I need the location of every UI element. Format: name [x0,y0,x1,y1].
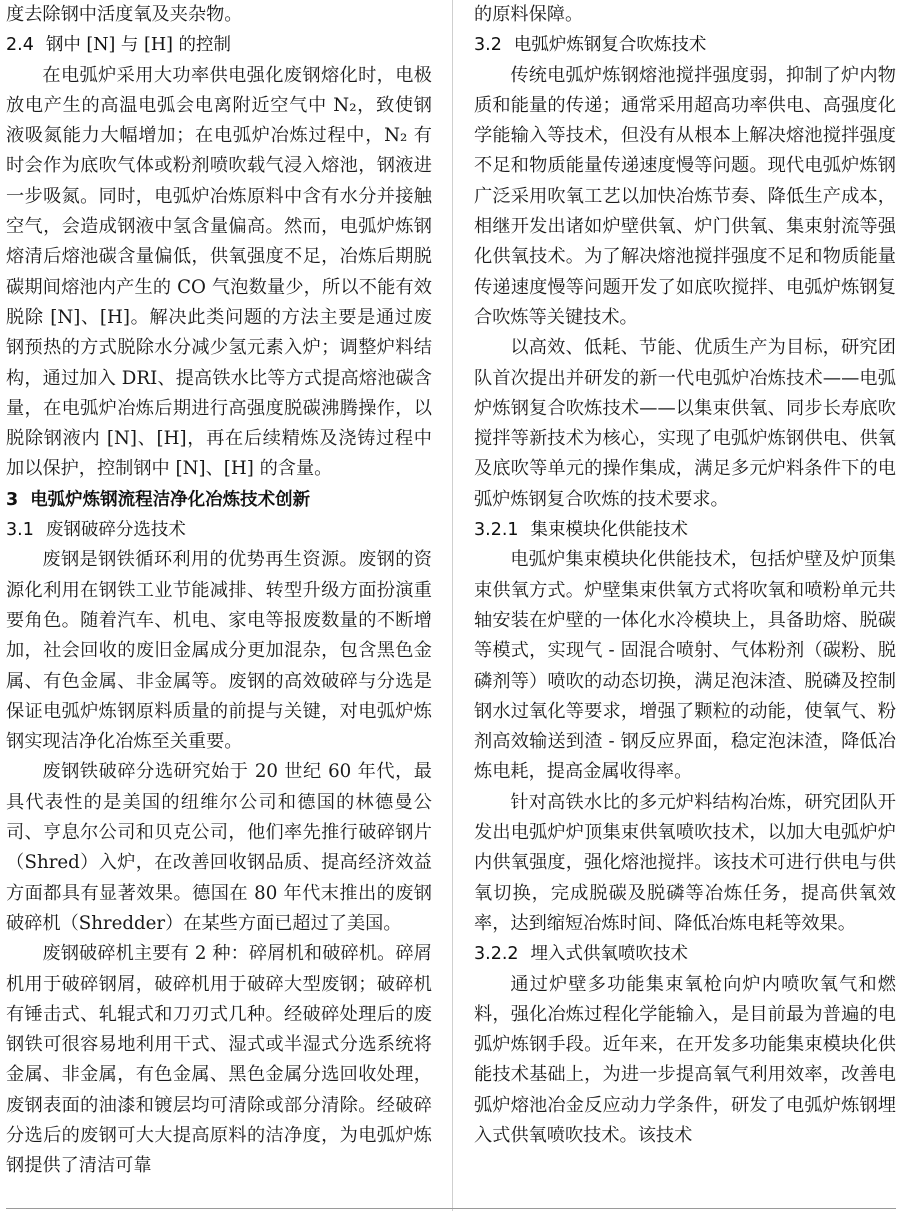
heading-number: 3.2 [474,35,502,56]
heading-number: 2.4 [6,35,34,56]
heading-number: 3.2.1 [474,520,519,541]
paragraph: 度去除钢中活度氧及夹杂物。 [6,4,243,25]
section-heading [6,485,432,515]
subsection-heading [6,30,432,60]
paragraph: 废钢铁破碎分选研究始于 20 世纪 60 年代，最具代表性的是美国的纽维尔公司和德国的林德曼公司、亨息尔公司和贝克公司，他们率先推行破碎钢片（Shred）入炉，在改善回收钢品质、提高经济效益方面都具有显著效果。德国在 80 年代末推出的废钢破碎机（Shredder）在某些方面已超过了美国。 [6,761,432,934]
left-column [6,0,432,1182]
subsection-heading [474,515,896,545]
paragraph: 针对高铁水比的多元炉料结构冶炼，研究团队开发出电弧炉炉顶集束供氧喷吹技术，以加大电弧炉炉内供氧强度，强化熔池搅拌。该技术可进行供电与供氧切换，完成脱碳及脱磷等冶炼任务，提高供氧效率，达到缩短冶炼时间、降低冶炼电耗等效果。 [474,791,896,934]
subsection-heading [474,30,896,60]
heading-number: 3.1 [6,520,34,541]
heading-title: 埋入式供氧喷吹技术 [530,944,689,965]
right-column [474,0,896,1151]
paragraph: 传统电弧炉炼钢熔池搅拌强度弱，抑制了炉内物质和能量的传递；通常采用超高功率供电、高强度化学能输入等技术，但没有从根本上解决熔池搅拌强度不足和物质能量传递速度慢等问题。现代电弧炉炼钢广泛采用吹氧工艺以加快冶炼节奏、降低生产成本，相继开发出诸如炉壁供氧、炉门供氧、集束射流等强化供氧技术。为了解决熔池搅拌强度不足和物质能量传递速度慢等问题开发了如底吹搅拌、电弧炉炼钢复合吹炼等关键技术。 [474,64,896,328]
subsection-heading [6,515,432,545]
column-gutter [452,0,453,1211]
paragraph: 以高效、低耗、节能、优质生产为目标，研究团队首次提出并研发的新一代电弧炉冶炼技术——电弧炉炼钢复合吹炼技术——以集束供氧、同步长寿底吹搅拌等新技术为核心，实现了电弧炉炼钢供电、供氧及底吹等单元的操作集成，满足多元炉料条件下的电弧炉炼钢复合吹炼的技术要求。 [474,337,896,510]
paragraph: 在电弧炉采用大功率供电强化废钢熔化时，电极放电产生的高温电弧会电离附近空气中 N₂，致使钢液吸氮能力大幅增加；在电弧炉冶炼过程中，N₂ 有时会作为底吹气体或粉剂喷吹载气浸入熔池，钢液进一步吸氮。同时，电弧炉冶炼原料中含有水分并接触空气，会造成钢液中氢含量偏高。然而，电弧炉炼钢熔清后熔池碳含量偏低，供氧强度不足，冶炼后期脱碳期间熔池内产生的 CO 气泡数量少，所以不能有效脱除 [N]、[H]。解决此类问题的方法主要是通过废钢预热的方式脱除水分减少氢元素入炉；调整炉料结构，通过加入 DRI、提高铁水比等方式提高熔池碳含量，在电弧炉冶炼后期进行高强度脱碳沸腾操作，以脱除钢液内 [N]、[H]，再在后续精炼及浇铸过程中加以保护，控制钢中 [N]、[H] 的含量。 [6,64,432,480]
heading-title: 集束模块化供能技术 [530,520,689,541]
heading-title: 电弧炉炼钢复合吹炼技术 [513,35,707,56]
subsection-heading [474,939,896,969]
paragraph: 废钢破碎机主要有 2 种：碎屑机和破碎机。碎屑机用于破碎钢屑，破碎机用于破碎大型废钢；破碎机有锤击式、轧辊式和刀刃式几种。经破碎处理后的废钢铁可很容易地利用干式、湿式或半湿式分选系统将金属、非金属，有色金属、黑色金属分选回收处理，废钢表面的油漆和镀层均可清除或部分清除。经破碎分选后的废钢可大大提高原料的洁净度，为电弧炉炼钢提供了清洁可靠 [6,943,432,1177]
page-bottom-rule [6,1208,896,1209]
heading-number: 3 [6,489,19,510]
heading-title: 钢中 [N] 与 [H] 的控制 [45,35,231,56]
heading-number: 3.2.2 [474,944,519,965]
paragraph: 废钢是钢铁循环利用的优势再生资源。废钢的资源化利用在钢铁工业节能减排、转型升级方面扮演重要角色。随着汽车、机电、家电等报废数量的不断增加，社会回收的废旧金属成分更加混杂，包含黑色金属、有色金属、非金属等。废钢的高效破碎与分选是保证电弧炉炼钢原料质量的前提与关键，对电弧炉炼钢实现洁净化冶炼至关重要。 [6,549,432,753]
paragraph: 通过炉壁多功能集束氧枪向炉内喷吹氧气和燃料，强化冶炼过程化学能输入，是目前最为普遍的电弧炉炼钢手段。近年来，在开发多功能集束模块化供能技术基础上，为进一步提高氧气利用效率，改善电弧炉熔池冶金反应动力学条件，研发了电弧炉炼钢埋入式供氧喷吹技术。该技术 [474,973,896,1146]
paragraph: 的原料保障。 [474,4,584,25]
paragraph: 电弧炉集束模块化供能技术，包括炉壁及炉顶集束供氧方式。炉壁集束供氧方式将吹氧和喷粉单元共轴安装在炉壁的一体化水冷模块上，具备助熔、脱碳等模式，实现气 - 固混合喷射、气体粉剂（碳粉、脱磷剂等）喷吹的动态切换，满足泡沫渣、脱磷及控制钢水过氧化等要求，增强了颗粒的动能，使氧气、粉剂高效输送到渣 - 钢反应界面，稳定泡沫渣，降低冶炼电耗，提高金属收得率。 [474,549,896,783]
heading-title: 废钢破碎分选技术 [45,520,186,541]
heading-title: 电弧炉炼钢流程洁净化冶炼技术创新 [30,489,311,510]
